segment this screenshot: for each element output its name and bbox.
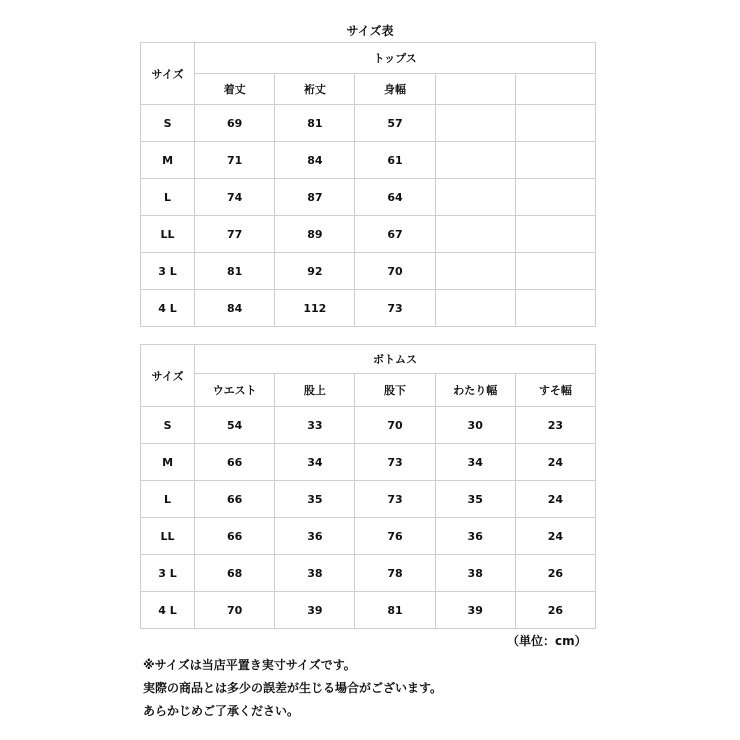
column-header: ウエスト	[195, 374, 275, 407]
value-cell: 61	[355, 142, 435, 179]
value-cell: 66	[195, 518, 275, 555]
value-cell	[435, 105, 515, 142]
value-cell: 70	[355, 253, 435, 290]
tops-group-header: トップス	[195, 43, 596, 74]
value-cell	[515, 142, 595, 179]
size-cell: S	[141, 105, 195, 142]
value-cell: 77	[195, 216, 275, 253]
value-cell	[435, 179, 515, 216]
column-header: わたり幅	[435, 374, 515, 407]
value-cell: 67	[355, 216, 435, 253]
bottoms-size-table	[140, 344, 596, 629]
bottoms-group-header: ボトムス	[195, 345, 596, 374]
value-cell: 70	[355, 407, 435, 444]
value-cell: 38	[435, 555, 515, 592]
size-header: サイズ	[141, 43, 195, 105]
table-row	[141, 142, 596, 179]
size-cell: 3 L	[141, 555, 195, 592]
value-cell: 69	[195, 105, 275, 142]
note-line: 実際の商品とは多少の誤差が生じる場合がございます。	[143, 681, 443, 695]
table-row	[141, 444, 596, 481]
column-header: 裄丈	[275, 74, 355, 105]
column-header: 股上	[275, 374, 355, 407]
table-row	[141, 216, 596, 253]
value-cell: 26	[515, 555, 595, 592]
value-cell: 76	[355, 518, 435, 555]
value-cell: 87	[275, 179, 355, 216]
value-cell	[515, 105, 595, 142]
size-cell: 4 L	[141, 290, 195, 327]
table-row	[141, 481, 596, 518]
value-cell: 66	[195, 444, 275, 481]
size-cell: M	[141, 142, 195, 179]
value-cell: 30	[435, 407, 515, 444]
size-cell: 4 L	[141, 592, 195, 629]
value-cell: 24	[515, 481, 595, 518]
value-cell: 26	[515, 592, 595, 629]
value-cell: 73	[355, 481, 435, 518]
value-cell: 78	[355, 555, 435, 592]
value-cell: 38	[275, 555, 355, 592]
table-row	[141, 290, 596, 327]
table-row	[141, 179, 596, 216]
value-cell: 81	[275, 105, 355, 142]
value-cell: 33	[275, 407, 355, 444]
value-cell: 66	[195, 481, 275, 518]
value-cell: 81	[195, 253, 275, 290]
value-cell: 57	[355, 105, 435, 142]
column-header	[515, 74, 595, 105]
value-cell: 92	[275, 253, 355, 290]
column-header: すそ幅	[515, 374, 595, 407]
value-cell: 70	[195, 592, 275, 629]
value-cell	[515, 179, 595, 216]
value-cell: 73	[355, 290, 435, 327]
value-cell: 73	[355, 444, 435, 481]
value-cell: 35	[435, 481, 515, 518]
value-cell: 71	[195, 142, 275, 179]
value-cell: 34	[435, 444, 515, 481]
size-cell: 3 L	[141, 253, 195, 290]
size-cell: L	[141, 481, 195, 518]
value-cell: 36	[435, 518, 515, 555]
value-cell	[435, 253, 515, 290]
value-cell	[515, 253, 595, 290]
notes	[143, 654, 442, 723]
value-cell: 64	[355, 179, 435, 216]
value-cell	[435, 290, 515, 327]
value-cell: 112	[275, 290, 355, 327]
table-row	[141, 407, 596, 444]
note-line: あらかじめご了承ください。	[143, 704, 300, 718]
value-cell	[515, 216, 595, 253]
size-header: サイズ	[141, 345, 195, 407]
value-cell: 74	[195, 179, 275, 216]
table-row	[141, 592, 596, 629]
value-cell: 68	[195, 555, 275, 592]
unit-label: （単位：cm）	[507, 634, 587, 648]
column-header	[435, 74, 515, 105]
value-cell	[435, 142, 515, 179]
column-header: 股下	[355, 374, 435, 407]
table-row	[141, 253, 596, 290]
value-cell: 24	[515, 444, 595, 481]
value-cell: 89	[275, 216, 355, 253]
table-row	[141, 105, 596, 142]
size-cell: LL	[141, 518, 195, 555]
value-cell	[435, 216, 515, 253]
table-row	[141, 518, 596, 555]
size-cell: L	[141, 179, 195, 216]
column-header: 身幅	[355, 74, 435, 105]
page-title: サイズ表	[346, 24, 394, 38]
value-cell: 36	[275, 518, 355, 555]
size-cell: S	[141, 407, 195, 444]
value-cell	[515, 290, 595, 327]
tops-size-table	[140, 42, 596, 327]
note-line: ※サイズは当店平置き実寸サイズです。	[143, 658, 356, 672]
size-cell: LL	[141, 216, 195, 253]
value-cell: 39	[435, 592, 515, 629]
table-row	[141, 555, 596, 592]
value-cell: 23	[515, 407, 595, 444]
value-cell: 81	[355, 592, 435, 629]
value-cell: 84	[195, 290, 275, 327]
value-cell: 34	[275, 444, 355, 481]
value-cell: 84	[275, 142, 355, 179]
value-cell: 35	[275, 481, 355, 518]
value-cell: 39	[275, 592, 355, 629]
size-cell: M	[141, 444, 195, 481]
value-cell: 24	[515, 518, 595, 555]
column-header: 着丈	[195, 74, 275, 105]
value-cell: 54	[195, 407, 275, 444]
